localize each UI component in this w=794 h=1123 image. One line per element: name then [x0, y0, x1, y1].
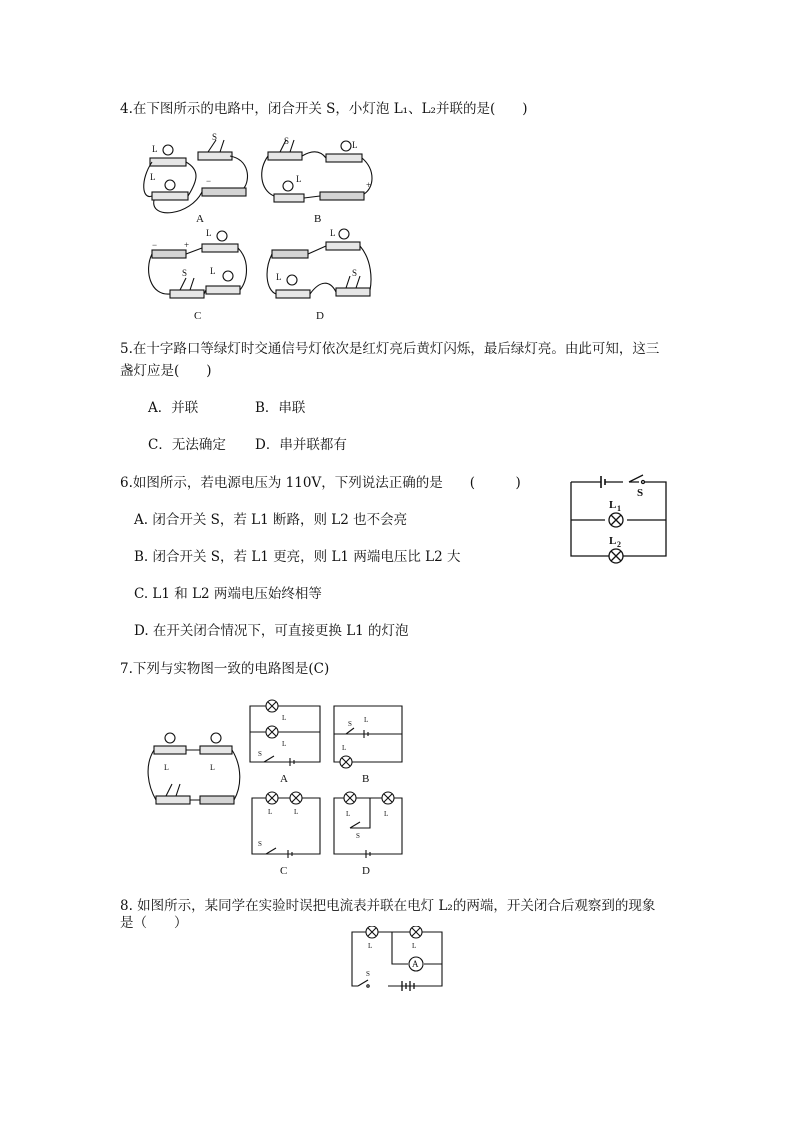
- q8-circuit-diagram: [348, 926, 448, 996]
- q4-label-b: B: [314, 213, 322, 225]
- svg-text:2: 2: [617, 540, 621, 549]
- q6-option-d: D. 在开关闭合情况下，可直接更换 L1 的灯泡: [134, 623, 409, 639]
- q4-label-d: D: [316, 310, 324, 322]
- q6-option-b: B. 闭合开关 S，若 L1 更亮，则 L1 两端电压比 L2 大: [134, 549, 461, 565]
- svg-text:L: L: [282, 714, 287, 722]
- q6-option-a: A. 闭合开关 S，若 L1 断路，则 L2 也不会亮: [134, 512, 408, 528]
- svg-text:S: S: [366, 970, 370, 978]
- q5-option-c: C．无法确定: [148, 437, 226, 453]
- svg-text:L: L: [296, 174, 302, 184]
- svg-text:−: −: [152, 240, 158, 250]
- q6-circuit-diagram: [565, 472, 675, 564]
- svg-text:1: 1: [617, 504, 621, 513]
- svg-text:L: L: [368, 942, 373, 950]
- q5-option-d: D．串并联都有: [255, 437, 347, 453]
- svg-text:S: S: [352, 268, 358, 278]
- svg-text:L: L: [346, 810, 351, 818]
- q5-stem-line2: 盏灯应是( ): [120, 363, 212, 379]
- q6-stem: 6.如图所示，若电源电压为 110V，下列说法正确的是 ( ): [120, 475, 521, 491]
- q7-physical-circuit: [144, 726, 244, 816]
- svg-text:L: L: [609, 499, 617, 511]
- svg-text:L: L: [330, 228, 336, 238]
- svg-text:L: L: [210, 266, 216, 276]
- q5-option-a: A．并联: [148, 400, 199, 416]
- svg-text:+: +: [184, 240, 190, 250]
- svg-text:S: S: [258, 750, 262, 758]
- svg-text:L: L: [268, 808, 273, 816]
- q4-label-a: A: [196, 213, 204, 225]
- svg-text:S: S: [284, 136, 290, 146]
- q6-option-c: C. L1 和 L2 两端电压始终相等: [134, 586, 322, 602]
- svg-text:L: L: [210, 763, 215, 772]
- svg-text:S: S: [182, 268, 188, 278]
- q4-circuit-figures: [140, 130, 380, 325]
- q4-stem: 4.在下图所示的电路中，闭合开关 S，小灯泡 L₁、L₂并联的是( ): [120, 101, 528, 117]
- svg-text:L: L: [342, 744, 347, 752]
- q7-option-diagrams: [246, 694, 408, 880]
- svg-text:S: S: [356, 832, 360, 840]
- q8-stem-line2: 是（ ）: [120, 915, 188, 931]
- svg-text:L: L: [206, 228, 212, 238]
- svg-text:L: L: [352, 140, 358, 150]
- q5-stem-line1: 5.在十字路口等绿灯时交通信号灯依次是红灯亮后黄灯闪烁，最后绿灯亮。由此可知，这三: [120, 341, 660, 357]
- svg-text:S: S: [212, 132, 218, 142]
- ammeter-symbol: A: [412, 959, 419, 969]
- svg-text:−: −: [206, 176, 212, 186]
- svg-text:L: L: [282, 740, 287, 748]
- svg-text:L: L: [609, 535, 617, 547]
- svg-text:L: L: [364, 716, 369, 724]
- svg-text:C: C: [280, 865, 288, 877]
- svg-text:L: L: [384, 810, 389, 818]
- q4-label-c: C: [194, 310, 202, 322]
- q5-option-b: B．串联: [255, 400, 306, 416]
- svg-text:B: B: [362, 773, 370, 785]
- svg-text:L: L: [164, 763, 169, 772]
- q7-stem: 7.下列与实物图一致的电路图是(C): [120, 661, 330, 677]
- svg-text:L: L: [276, 272, 282, 282]
- svg-text:D: D: [362, 865, 370, 877]
- svg-text:S: S: [348, 720, 352, 728]
- svg-text:L: L: [412, 942, 417, 950]
- q8-stem-line1: 8. 如图所示，某同学在实验时误把电流表并联在电灯 L₂的两端，开关闭合后观察到的现象: [120, 898, 656, 914]
- svg-text:A: A: [280, 773, 288, 785]
- svg-text:L: L: [294, 808, 299, 816]
- svg-text:S: S: [258, 840, 262, 848]
- svg-text:L: L: [150, 172, 156, 182]
- svg-text:L: L: [152, 144, 158, 154]
- svg-text:S: S: [637, 487, 644, 499]
- svg-text:+: +: [366, 180, 372, 190]
